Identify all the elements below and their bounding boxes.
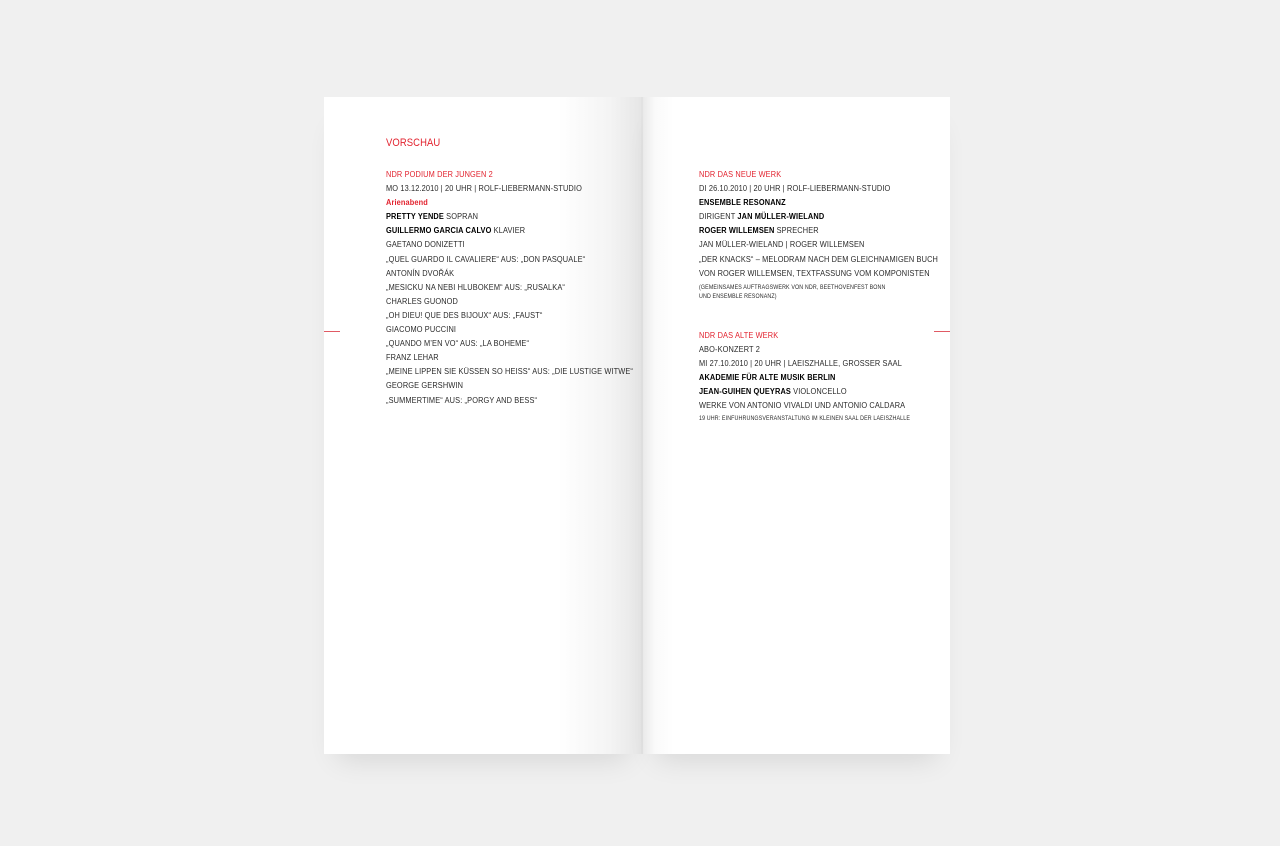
program-composer: GEORGE GERSHWIN	[386, 380, 464, 391]
program-composer: CHARLES GUONOD	[386, 295, 459, 306]
intro-note: 19 UHR: EINFÜHRUNGSVERANSTALTUNG IM KLEINEN SAAL DER LAEISZHALLE	[699, 414, 911, 422]
ensemble-name: ENSEMBLE RESONANZ	[699, 197, 786, 208]
event2-block	[699, 328, 944, 423]
event-series: NDR PODIUM DER JUNGEN 2	[386, 169, 493, 179]
performer-role: KLAVIER	[493, 225, 526, 236]
conductor-name: JAN MÜLLER-WIELAND	[737, 211, 825, 222]
program-composer: GAETANO DONIZETTI	[386, 239, 465, 250]
performer-role: SOPRAN	[446, 211, 479, 222]
program-composer: ANTONÍN DVOŘÁK	[386, 267, 455, 278]
speaker-name: ROGER WILLEMSEN	[699, 225, 775, 236]
works-line: WERKE VON ANTONIO VIVALDI UND ANTONIO CALDARA	[699, 400, 906, 411]
soloist-name: JEAN-GUIHEN QUEYRAS	[699, 386, 791, 397]
crop-mark-left	[324, 331, 340, 332]
event-subtitle: ABO-KONZERT 2	[699, 344, 760, 355]
crop-mark-right	[934, 331, 950, 332]
performer-name: PRETTY YENDE	[386, 211, 444, 222]
event-date-line: MO 13.12.2010 | 20 UHR | ROLF-LIEBERMANN-STUDIO	[386, 183, 582, 194]
soloist-line	[699, 384, 910, 398]
event-series: NDR DAS NEUE WERK	[699, 169, 782, 179]
speaker-role: SPRECHER	[776, 225, 819, 236]
commission-note: (GEMEINSAMES AUFTRAGSWERK VON NDR, BEETHOVENFEST BONN	[699, 283, 886, 291]
event-date-line: MI 27.10.2010 | 20 UHR | LAEISZHALLE, GROSSER SAAL	[699, 358, 902, 369]
left-page	[324, 97, 641, 754]
performer-name: GUILLERMO GARCIA CALVO	[386, 225, 492, 236]
program-work: „QUEL GUARDO IL CAVALIERE“ AUS: „DON PASQUALE“	[386, 253, 586, 264]
ensemble-name: AKADEMIE FÜR ALTE MUSIK BERLIN	[699, 372, 836, 383]
conductor-line	[699, 209, 938, 223]
event-series: NDR DAS ALTE WERK	[699, 330, 779, 340]
program-composer: GIACOMO PUCCINI	[386, 324, 457, 335]
left-page-content	[386, 137, 673, 407]
event-title: Arienabend	[386, 197, 428, 208]
right-page	[643, 97, 950, 754]
event1-block	[699, 167, 977, 301]
page-heading: VORSCHAU	[386, 137, 441, 149]
program-work: „QUANDO M’EN VO“ AUS: „LA BOHEME“	[386, 338, 530, 349]
program-work: „MESICKU NA NEBI HLUBOKEM“ AUS: „RUSALKA“	[386, 281, 566, 292]
work-line: „DER KNACKS“ – MELODRAM NACH DEM GLEICHNAMIGEN BUCH	[699, 253, 939, 264]
work-line: VON ROGER WILLEMSEN, TEXTFASSUNG VOM KOMPONISTEN	[699, 267, 930, 278]
program-work: „SUMMERTIME“ AUS: „PORGY AND BESS“	[386, 394, 538, 405]
event-date-line: DI 26.10.2010 | 20 UHR | ROLF-LIEBERMANN-STUDIO	[699, 183, 891, 194]
program-work: „OH DIEU! QUE DES BIJOUX“ AUS: „FAUST“	[386, 309, 543, 320]
performer-line	[386, 223, 633, 237]
commission-note: UND ENSEMBLE RESONANZ)	[699, 292, 777, 300]
program-work: „MEINE LIPPEN SIE KÜSSEN SO HEISS“ AUS: „DIE LUSTIGE WITWE“	[386, 366, 634, 377]
performer-line	[386, 209, 633, 223]
program-composer: FRANZ LEHAR	[386, 352, 439, 363]
speaker-line	[699, 223, 938, 237]
conductor-prefix: DIRIGENT	[699, 211, 736, 222]
soloist-role: VIOLONCELLO	[793, 386, 847, 397]
composers-line: JAN MÜLLER-WIELAND | ROGER WILLEMSEN	[699, 239, 865, 250]
